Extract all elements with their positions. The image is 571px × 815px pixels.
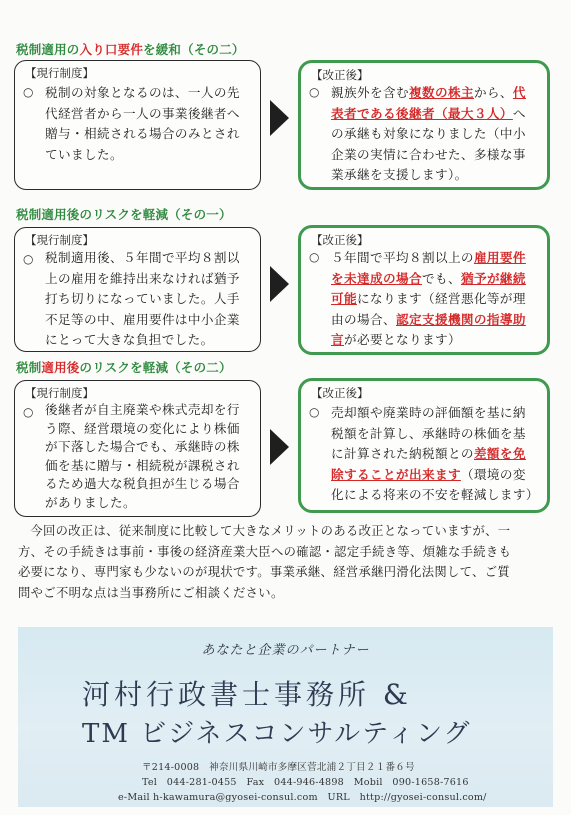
phone-numbers: Tel 044-281-0455 Fax 044-946-4898 Mobil 090-1658-7616 [142, 777, 469, 788]
bullet-icon: ○ [309, 85, 320, 99]
current-system-box [14, 227, 261, 352]
arrow-right-icon [266, 262, 292, 306]
section-heading: 税制適用後のリスクを軽減（その一） [16, 207, 232, 222]
address: 〒214-0008 神奈川県川崎市多摩区菅北浦２丁目２１番６号 [142, 762, 415, 773]
section-heading: 税制適用後のリスクを軽減（その二） [16, 360, 232, 375]
summary-paragraph: 今回の改正は、従来制度に比較して大きなメリットのある改正となっていますが、一 方、その手続きは事前・事後の経済産業大臣への確認・認定手続き等、煩雑な手続きも 必要になり、専門家も少ないのが現状です。事業承継、経営承継円滑化法関して、ご質 問やご不明な点は当事務所にご相談ください。 [18, 524, 512, 600]
current-system-text: 税制適用後、５年間で平均８割以 上の雇用を維持出来なければ猶予 打ち切りになっていました。人手 不足等の中、雇用要件は中小企業 にとって大きな負担でした。 [45, 250, 240, 347]
revised-system-box [298, 60, 550, 190]
current-system-text: 後継者が自主廃業や株式売却を行 う際、経営環境の変化により株価 が下落した場合でも、承継時の株 価を基に贈与・相続税が課税され るため過大な税負担が生じる場合 がありました。 [45, 402, 240, 510]
revised-system-box [298, 225, 550, 355]
revised-system-text: ５年間で平均８割以上の雇用要件 を未達成の場合でも、猶予が継続 可能になります（経営悪化等が理 由の場合、認定支援機関の指導助 言が必要となります） [331, 250, 526, 347]
tagline: あなたと企業のパートナー [201, 643, 370, 658]
current-system-label: 【現行制度】 [25, 66, 94, 80]
revised-system-label: 【改正後】 [311, 386, 369, 400]
arrow-right-icon [266, 96, 292, 140]
revised-system-box [298, 378, 550, 513]
bullet-icon: ○ [23, 85, 34, 99]
bullet-icon: ○ [23, 252, 34, 266]
current-system-label: 【現行制度】 [25, 386, 94, 400]
arrow-right-icon [266, 425, 292, 469]
office-name: 河村行政書士事務所 & [82, 678, 412, 711]
current-system-box [14, 60, 261, 190]
bullet-icon: ○ [309, 405, 320, 419]
revised-system-label: 【改正後】 [311, 233, 369, 247]
revised-system-label: 【改正後】 [311, 68, 369, 82]
bullet-icon: ○ [309, 250, 320, 264]
current-system-box [14, 380, 261, 517]
current-system-text: 税制の対象となるのは、一人の先 代経営者から一人の事業後継者へ 贈与・相続される場合のみとされ ていました。 [45, 85, 240, 162]
section-heading: 税制適用の入り口要件を緩和（その二） [16, 42, 245, 57]
bullet-icon: ○ [23, 405, 34, 419]
current-system-label: 【現行制度】 [25, 233, 94, 247]
revised-system-text: 売却額や廃業時の評価額を基に納 税額を計算し、承継時の株価を基 に計算された納税額との差額を免 除することが出来ます（環境の変 化による将来の不安を軽減します） [331, 405, 539, 502]
consulting-name: TM ビジネスコンサルティング [82, 719, 472, 749]
email-url: e-Mail h-kawamura@gyosei-consul.com URL http://gyosei-consul.com/ [118, 792, 487, 803]
revised-system-text: 親族外を含む複数の株主から、代 表者である後継者（最大３人）へ の承継も対象になりました（中小 企業の実情に合わせた、多様な事 業承継を支援します）。 [331, 85, 526, 182]
office-banner [18, 627, 553, 807]
